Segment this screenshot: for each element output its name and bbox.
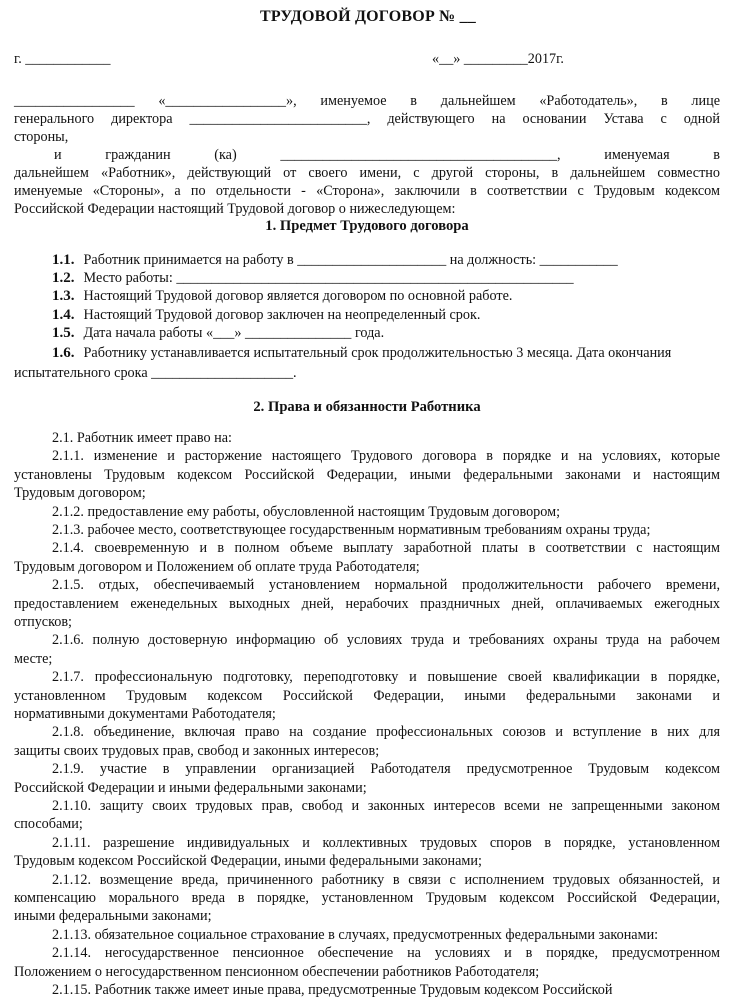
clause-number: 1.4. [52, 307, 75, 323]
section-2-line: 2.1.3. рабочее место, соответствующее государственным нормативным требованиям охраны труда; [52, 522, 651, 538]
intro-line: Российской Федерации настоящий Трудовой договор о нижеследующем: [14, 201, 456, 217]
section-2-line: 2.1.11. разрешение индивидуальных и коллективных трудовых споров в порядке, установленном [52, 834, 720, 851]
clause-text: Место работы: ________________________________________________________ [83, 270, 574, 286]
section-2-line: 2.1.1. изменение и расторжение настоящего Трудового договора в порядке и на условиях, которые [52, 448, 720, 465]
section-2-line: Трудовым договором; [14, 485, 146, 502]
clause-1-2 [52, 269, 720, 288]
section-2-line: установлены Трудовым кодексом Российской Федерации, иными федеральными законами и настоящим [14, 466, 720, 483]
section-2-line: отпусков; [14, 614, 72, 630]
clause-1-4 [52, 306, 720, 325]
clause-text: Работнику устанавливается испытательный срок продолжительностью 3 месяца. Дата окончания [83, 345, 672, 361]
clause-text: Дата начала работы «___» _______________ года. [83, 325, 385, 341]
section-2-line: 2.1.14. негосударственное пенсионное обеспечение на условиях и в порядке, предусмотренном [52, 945, 720, 962]
clause-number: 1.2. [52, 270, 75, 286]
clause-number: 1.1. [52, 252, 75, 268]
intro-line: и гражданин (ка) _______________________________________, именуемая в [54, 147, 720, 163]
intro-line: генерального директора _________________________, действующего на основании Устава с одной [14, 111, 720, 127]
intro-line: стороны, [14, 129, 69, 145]
section-2-line: 2.1.2. предоставление ему работы, обусловленной настоящим Трудовым договором; [52, 503, 561, 520]
intro-line: _________________ «_________________», именуемое в дальнейшем «Работодатель», в лице [14, 93, 720, 109]
section-2-line: 2.1. Работник имеет право на: [52, 430, 232, 446]
section-1-heading: 1. Предмет Трудового договора [265, 218, 469, 234]
section-2-line: 2.1.5. отдых, обеспечиваемый установлением нормальной продолжительности рабочего времени, [52, 577, 720, 594]
section-2-line: 2.1.6. полную достоверную информацию об условиях труда и требованиях охраны труда на рабочем [52, 632, 720, 649]
section-2-line: Положением о негосударственном пенсионном обеспечении работников Работодателя; [14, 963, 540, 980]
section-2-line: компенсацию морального вреда в порядке, установленном Трудовым кодексом Российской Федерации, [14, 890, 720, 906]
clause-text: Работник принимается на работу в _____________________ на должность: ___________ [83, 252, 618, 268]
clause-1-5 [52, 324, 720, 343]
section-2-line: Российской Федерации и иными федеральными законами; [14, 779, 367, 796]
section-2-line: предоставлением еженедельных выходных дней, нерабочих праздничных дней, оплачиваемых ежегодных [14, 595, 720, 612]
section-2-line: иными федеральными законами; [14, 908, 212, 925]
city-field: г. ____________ [14, 51, 111, 67]
section-2-line: 2.1.12. возмещение вреда, причиненного работнику в связи с исполнением трудовых обязанностей, и [52, 871, 720, 888]
intro-line: дальнейшем «Работник», действующий от своего имени, с другой стороны, в дальнейшем совместно [14, 165, 720, 181]
clause-text: Настоящий Трудовой договор является договором по основной работе. [83, 288, 513, 304]
section-2-line: установленном Трудовым кодексом Российской Федерации, иными федеральными законами и [14, 687, 720, 704]
section-2-line: 2.1.4. своевременную и в полном объеме выплату заработной платы в соответствии с настоящим [52, 540, 720, 557]
section-2-line: 2.1.10. защиту своих трудовых прав, свобод и законных интересов всеми не запрещенными законом [52, 798, 720, 814]
section-2-line: защиты своих трудовых прав, свобод и законных интересов; [14, 742, 380, 759]
section-2-line: месте; [14, 650, 53, 667]
section-2-line: Трудовым кодексом Российской Федерации, иными федеральными законами; [14, 853, 482, 870]
clause-1-1 [52, 251, 720, 270]
clause-1-6 [52, 344, 720, 363]
date-field: «__» _________2017г. [432, 51, 564, 67]
document-title: ТРУДОВОЙ ДОГОВОР № __ [259, 8, 477, 25]
clause-number: 1.3. [52, 288, 75, 304]
section-2-line: Трудовым договором и Положением об оплате труда Работодателя; [14, 558, 420, 575]
section-2-line: 2.1.13. обязательное социальное страхование в случаях, предусмотренных федеральными законами: [52, 926, 659, 943]
clause-text: Настоящий Трудовой договор заключен на неопределенный срок. [83, 307, 481, 323]
clause-number: 1.5. [52, 325, 75, 341]
clause-1-6-continuation: испытательного срока ____________________. [14, 365, 297, 381]
section-2-line: способами; [14, 816, 83, 833]
section-2-line: 2.1.15. Работник также имеет иные права, предусмотренные Трудовым кодексом Российской [52, 982, 613, 998]
clause-1-3 [52, 287, 720, 306]
intro-line: именуемые «Стороны», а по отдельности - «Сторона», заключили в соответствии с Трудовым кодексом [14, 183, 720, 199]
clause-number: 1.6. [52, 345, 75, 361]
section-2-line: 2.1.9. участие в управлении организацией Работодателя предусмотренное Трудовым кодексом [52, 761, 720, 778]
section-2-line: 2.1.8. объединение, включая право на создание профессиональных союзов и вступление в них для [52, 724, 720, 741]
section-2-line: 2.1.7. профессиональную подготовку, переподготовку и повышение своей квалификации в порядке, [52, 669, 720, 686]
section-2-heading: 2. Права и обязанности Работника [253, 399, 481, 415]
section-2-line: нормативными документами Работодателя; [14, 706, 276, 722]
